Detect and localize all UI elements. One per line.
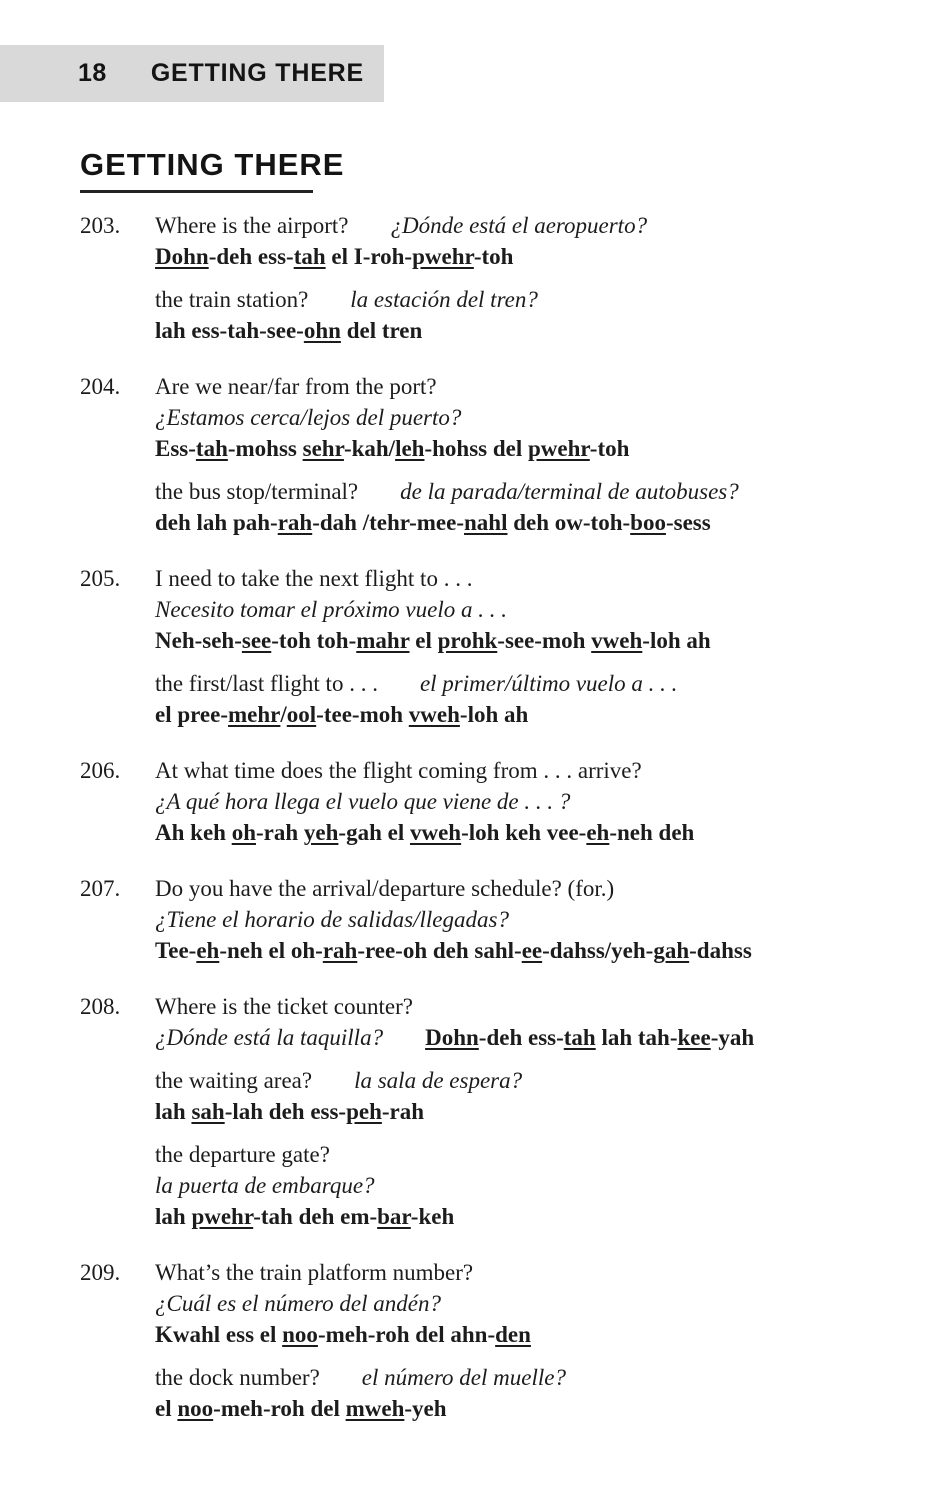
phrase-line <box>155 402 908 433</box>
entry-number: 205. <box>80 566 121 591</box>
entry-content <box>155 371 908 538</box>
stressed-syllable: tah <box>563 1025 596 1050</box>
phrase-line <box>155 594 908 625</box>
stressed-syllable: ool <box>286 702 317 727</box>
phrase-line <box>155 1319 908 1350</box>
running-header-bar <box>0 45 384 102</box>
phrase-line <box>155 817 908 848</box>
spanish-text: ¿Dónde está la taquilla? <box>155 1025 384 1050</box>
spanish-text: de la parada/terminal de autobuses? <box>400 479 739 504</box>
phrase-line <box>155 210 908 241</box>
stressed-syllable: Dohn <box>425 1025 479 1050</box>
english-text: the first/last flight to . . . <box>155 671 378 696</box>
phrase-block <box>155 284 908 346</box>
stressed-syllable: rah <box>277 510 313 535</box>
phrase-line <box>155 625 908 656</box>
phrase-line <box>155 1393 908 1424</box>
phrase-line <box>155 1362 908 1393</box>
spanish-text: ¿Tiene el horario de salidas/llegadas? <box>155 907 509 932</box>
spanish-text: el primer/último vuelo a . . . <box>419 671 678 696</box>
running-header-title: GETTING THERE <box>150 59 364 87</box>
spanish-text: ¿Cuál es el número del andén? <box>155 1291 441 1316</box>
english-text: Where is the ticket counter? <box>155 994 413 1019</box>
phrase-block <box>155 476 908 538</box>
phonetic-text: Ess-tah-mohss sehr-kah/leh-hohss del pwehr-toh <box>155 436 630 461</box>
phrase-entries <box>80 210 908 1424</box>
section-title-rule <box>80 190 313 193</box>
stressed-syllable: oh <box>231 820 256 845</box>
spanish-text: el número del muelle? <box>361 1365 566 1390</box>
entry-number: 203. <box>80 213 121 238</box>
phrase-block <box>155 991 908 1053</box>
stressed-syllable: nahl <box>464 510 508 535</box>
spanish-text: Necesito tomar el próximo vuelo a . . . <box>155 597 507 622</box>
phrase-block <box>155 371 908 464</box>
stressed-syllable: tah <box>195 436 228 461</box>
phrase-block <box>155 1257 908 1350</box>
phrase-line <box>155 241 908 272</box>
phrase-line <box>155 1139 908 1170</box>
phrase-line <box>155 371 908 402</box>
phrase-line <box>155 873 908 904</box>
english-text: Where is the airport? <box>155 213 349 238</box>
phrase-entry <box>80 873 908 966</box>
entry-number: 207. <box>80 876 121 901</box>
phonetic-text: lah sah-lah deh ess-peh-rah <box>155 1099 425 1124</box>
entry-content <box>155 210 908 346</box>
phrase-line <box>155 904 908 935</box>
english-text: What’s the train platform number? <box>155 1260 474 1285</box>
phrase-block <box>155 210 908 272</box>
phrase-block <box>155 1139 908 1232</box>
phrase-line <box>155 991 908 1022</box>
phrase-line <box>155 1065 908 1096</box>
entry-number: 209. <box>80 1260 121 1285</box>
phrase-block <box>155 1362 908 1424</box>
phrase-line <box>155 315 908 346</box>
phonetic-text: Dohn-deh ess-tah lah tah-kee-yah <box>425 1025 755 1050</box>
stressed-syllable: tah <box>293 244 326 269</box>
stressed-syllable: mehr <box>228 702 281 727</box>
phrase-line <box>155 1022 908 1053</box>
phrase-entry <box>80 755 908 848</box>
phonetic-text: Tee-eh-neh el oh-rah-ree-oh deh sahl-ee-dahss/yeh-gah-dahss <box>155 938 752 963</box>
phrase-line <box>155 433 908 464</box>
english-text: the departure gate? <box>155 1142 330 1167</box>
stressed-syllable: vweh <box>409 820 462 845</box>
stressed-syllable: rah <box>322 938 358 963</box>
english-text: the train station? <box>155 287 309 312</box>
phrase-block <box>155 668 908 730</box>
phrase-line <box>155 1170 908 1201</box>
stressed-syllable: ee <box>521 938 543 963</box>
phonetic-text: deh lah pah-rah-dah /tehr-mee-nahl deh ow-toh-boo-sess <box>155 510 711 535</box>
english-text: the waiting area? <box>155 1068 313 1093</box>
stressed-syllable: sah <box>191 1099 225 1124</box>
phrase-entry <box>80 991 908 1232</box>
entry-content <box>155 991 908 1232</box>
phonetic-text: Ah keh oh-rah yeh-gah el vweh-loh keh vee-eh-neh deh <box>155 820 695 845</box>
stressed-syllable: ohn <box>303 318 341 343</box>
stressed-syllable: vweh <box>591 628 643 653</box>
entry-content <box>155 563 908 730</box>
entry-number: 206. <box>80 758 121 783</box>
entry-content <box>155 873 908 966</box>
phrase-line <box>155 699 908 730</box>
phrase-line <box>155 668 908 699</box>
phrase-block <box>155 563 908 656</box>
english-text: Do you have the arrival/departure schedule? (for.) <box>155 876 615 901</box>
stressed-syllable: mweh <box>345 1396 405 1421</box>
phrase-block <box>155 1065 908 1127</box>
phonetic-text: Neh-seh-see-toh toh-mahr el prohk-see-moh vweh-loh ah <box>155 628 711 653</box>
english-text: the bus stop/terminal? <box>155 479 359 504</box>
english-text: At what time does the flight coming from . . . arrive? <box>155 758 642 783</box>
phrase-line <box>155 1201 908 1232</box>
stressed-syllable: eh <box>196 938 220 963</box>
phonetic-text: lah pwehr-tah deh em-bar-keh <box>155 1204 455 1229</box>
phrase-block <box>155 755 908 848</box>
stressed-syllable: prohk <box>437 628 498 653</box>
entry-content <box>155 1257 908 1424</box>
entry-number: 208. <box>80 994 121 1019</box>
spanish-text: ¿Estamos cerca/lejos del puerto? <box>155 405 462 430</box>
spanish-text: la sala de espera? <box>354 1068 523 1093</box>
stressed-syllable: Dohn <box>155 244 209 269</box>
stressed-syllable: sehr <box>302 436 344 461</box>
phonetic-text: el pree-mehr/ool-tee-moh vweh-loh ah <box>155 702 529 727</box>
stressed-syllable: pwehr <box>191 1204 254 1229</box>
phrase-line <box>155 284 908 315</box>
section-title: GETTING THERE <box>80 147 345 182</box>
phrase-block <box>155 873 908 966</box>
stressed-syllable: boo <box>630 510 666 535</box>
phrase-line <box>155 1096 908 1127</box>
stressed-syllable: eh <box>586 820 610 845</box>
stressed-syllable: vweh <box>408 702 460 727</box>
entry-content <box>155 755 908 848</box>
phrase-entry <box>80 563 908 730</box>
english-text: Are we near/far from the port? <box>155 374 437 399</box>
stressed-syllable: pwehr <box>528 436 590 461</box>
phonetic-text: Dohn-deh ess-tah el I-roh-pwehr-toh <box>155 244 514 269</box>
page-number: 18 <box>78 59 107 87</box>
stressed-syllable: peh <box>346 1099 382 1124</box>
phrase-line <box>155 1257 908 1288</box>
stressed-syllable: pwehr <box>412 244 474 269</box>
stressed-syllable: noo <box>282 1322 318 1347</box>
stressed-syllable: bar <box>377 1204 411 1229</box>
stressed-syllable: kee <box>677 1025 711 1050</box>
stressed-syllable: noo <box>177 1396 214 1421</box>
spanish-text: la puerta de embarque? <box>155 1173 375 1198</box>
english-text: I need to take the next flight to . . . <box>155 566 473 591</box>
phonetic-text: Kwahl ess el noo-meh-roh del ahn-den <box>155 1322 531 1347</box>
stressed-syllable: mahr <box>356 628 410 653</box>
phrase-line <box>155 786 908 817</box>
stressed-syllable: see <box>241 628 272 653</box>
phrase-line <box>155 476 908 507</box>
phrase-line <box>155 563 908 594</box>
phonetic-text: el noo-meh-roh del mweh-yeh <box>155 1396 447 1421</box>
page-body <box>80 147 908 1424</box>
phrase-line <box>155 1288 908 1319</box>
phrase-entry <box>80 371 908 538</box>
stressed-syllable: yeh <box>303 820 339 845</box>
phrase-line <box>155 507 908 538</box>
phrase-entry <box>80 1257 908 1424</box>
phrase-line <box>155 935 908 966</box>
phrase-entry <box>80 210 908 346</box>
spanish-text: ¿Dónde está el aeropuerto? <box>390 213 648 238</box>
phonetic-text: lah ess-tah-see-ohn del tren <box>155 318 423 343</box>
stressed-syllable: gah <box>653 938 690 963</box>
entry-number: 204. <box>80 374 121 399</box>
phrase-line <box>155 755 908 786</box>
spanish-text: ¿A qué hora llega el vuelo que viene de . . . ? <box>155 789 571 814</box>
stressed-syllable: den <box>495 1322 531 1347</box>
english-text: the dock number? <box>155 1365 320 1390</box>
spanish-text: la estación del tren? <box>350 287 538 312</box>
stressed-syllable: leh <box>395 436 425 461</box>
